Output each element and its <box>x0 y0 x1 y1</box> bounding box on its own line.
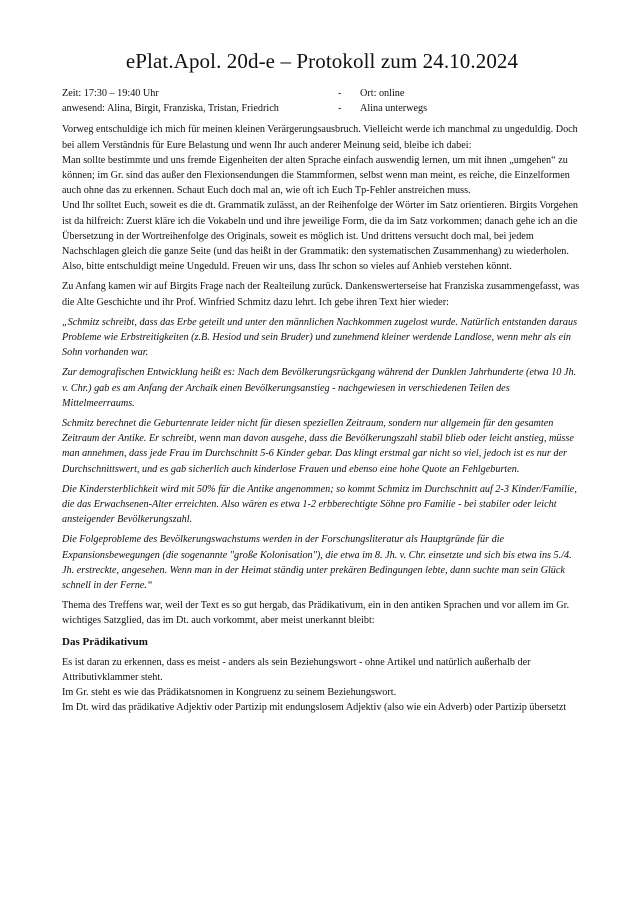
meeting-attendees: anwesend: Alina, Birgit, Franziska, Tristan, Friedrich <box>62 103 279 115</box>
meeting-location: Ort: online <box>360 88 405 99</box>
document-title: ePlat.Apol. 20d-e – Protokoll zum 24.10.2024 <box>125 49 519 73</box>
theme-paragraph: Thema des Treffens war, weil der Text es so gut hergab, das Prädikativum, ein in den antiken Sprachen und vor allem im Gr. wichtiges Satzglied, das im Dt. auch vorkommt, aber meist unerkannt bleibt: <box>62 600 570 627</box>
meeting-time: Zeit: 17:30 – 19:40 Uhr <box>62 88 159 99</box>
section-paragraph: Im Dt. wird das prädikative Adjektiv oder Partizip mit endungslosem Adjektiv (also wie ein Adverb) oder Partizip übersetzt <box>62 702 567 714</box>
meeting-meta <box>62 86 582 116</box>
section-paragraph: Es ist daran zu erkennen, dass es meist - anders als sein Beziehungswort - ohne Artikel und natürlich außerhalb der Attributivklammer steht. <box>62 656 531 683</box>
quote-paragraph: Zur demografischen Entwicklung heißt es: Nach dem Bevölkerungsrückgang während der Dunklen Jahrhunderte (etwa 10 Jh. v. Chr.) gab es am Anfang der Archaik einen Bevölkerungsanstieg - nachgewiesen in verschiedenen Teilen des Mittelmeerraums. <box>62 367 577 409</box>
section-heading: Das Prädikativum <box>62 635 148 648</box>
intro-paragraph: Und Ihr solltet Euch, soweit es die dt. Grammatik zulässt, an der Reihenfolge der Wörter im Satz orientieren. Birgits Vorgehen ist da hilfreich: Zuerst kläre ich die Vokabeln und und ihre jeweilige Form, die da im Satz vorkommen; danach gehe ich an die Übersetzung in der Wortreihenfolge des Originals, soweit es möglich ist. Und drittens versucht doch mal, bei jedem Nachschlagen gleich die ganze Seite (und das heißt in der Grammatik: den systematischen Zusammenhang) zu wiederholen. <box>62 200 578 257</box>
quoted-summary <box>62 315 582 593</box>
intro-paragraph: Vorweg entschuldige ich mich für meinen kleinen Verärgerungsausbruch. Vielleicht werde ich manchmal zu ungeduldig. Doch bei allem Verständnis für Eure Belastung und wenn Ihr auch anderer Meinung seid, bleibe ich dabei: <box>62 124 578 151</box>
meeting-note: Alina unterwegs <box>360 103 428 115</box>
intro-paragraph: Man sollte bestimmte und uns fremde Eigenheiten der alten Sprache einfach auswendig lernen, um mit ihnen „umgehen“ zu können; im Gr. sind das außer den Flexionsendungen die Stammformen, selbst wenn man meint, es reiche, die Einzelformen auch ohne das zu erkennen. Schaut Euch doch mal an, wie oft ich Euch Tp-Fehler anstreichen muss. <box>62 154 570 197</box>
intro-section <box>62 122 582 274</box>
quote-paragraph: Schmitz berechnet die Geburtenrate leider nicht für diesen speziellen Zeitraum, sondern nur allgemein für den gesamten Zeitraum der Antike. Er schreibt, wenn man davon ausgehe, dass die Bevölkerungszahl stabil blieb oder leicht anstieg, müsse man annehmen, dass jede Frau im Durchschnitt 5-6 Kinder gebar. Das klingt erstmal gar nicht so viel, jedoch ist es nur der Durchschnittswert, und es gab sicherlich auch kinderlose Frauen und ebenso eine hohe Quote an Fehlgeburten. <box>62 418 574 475</box>
section-paragraph: Im Gr. steht es wie das Prädikatsnomen in Kongruenz zu seinem Beziehungswort. <box>62 687 397 699</box>
transition-paragraph: Zu Anfang kamen wir auf Birgits Frage nach der Realteilung zurück. Dankenswerterseise hat Franziska zusammengefasst, was die Alte Geschichte und ihr Prof. Winfried Schmitz dazu lehrt. Ich gebe ihren Text hier wieder: <box>62 281 580 308</box>
meta-dash: - <box>338 88 342 99</box>
quote-paragraph: Die Folgeprobleme des Bevölkerungswachstums werden in der Forschungsliteratur als Hauptgründe für die Expansionsbewegungen (die sogenannte "große Kolonisation"), die etwa im 8. Jh. v. Chr. einsetzte und sich bis etwa ins 5./4. Jh. erstreckte, angesehen. Wenn man in der Heimat ständig unter prekären Bedingungen lebte, dann suchte man sein Glück schnell in der Ferne.“ <box>62 534 572 592</box>
intro-paragraph: Also, bitte entschuldigt meine Ungeduld. Freuen wir uns, dass Ihr schon so vieles auf Anhieb verstehen könnt. <box>62 261 512 273</box>
quote-paragraph: Die Kindersterblichkeit wird mit 50% für die Antike angenommen; so kommt Schmitz im Durchschnitt auf 2-3 Kinder/Familie, die das Erwachsenen-Alter erreichten. Also wären es etwa 1-2 erbberechtigte Söhne pro Familie - bei stabiler oder leicht ansteigender Bevölkerungszahl. <box>62 483 577 526</box>
meta-dash: - <box>338 103 342 115</box>
quote-paragraph: „Schmitz schreibt, dass das Erbe geteilt und unter den männlichen Nachkommen zugelost wurde. Natürlich entstanden daraus Probleme wie Erbstreitigkeiten (z.B. Hesiod und sein Bruder) und zunehmend kleiner werdende Landlose, wenn mehr als ein Sohn vorhanden war. <box>62 316 578 359</box>
praedikativum-section <box>62 655 582 716</box>
